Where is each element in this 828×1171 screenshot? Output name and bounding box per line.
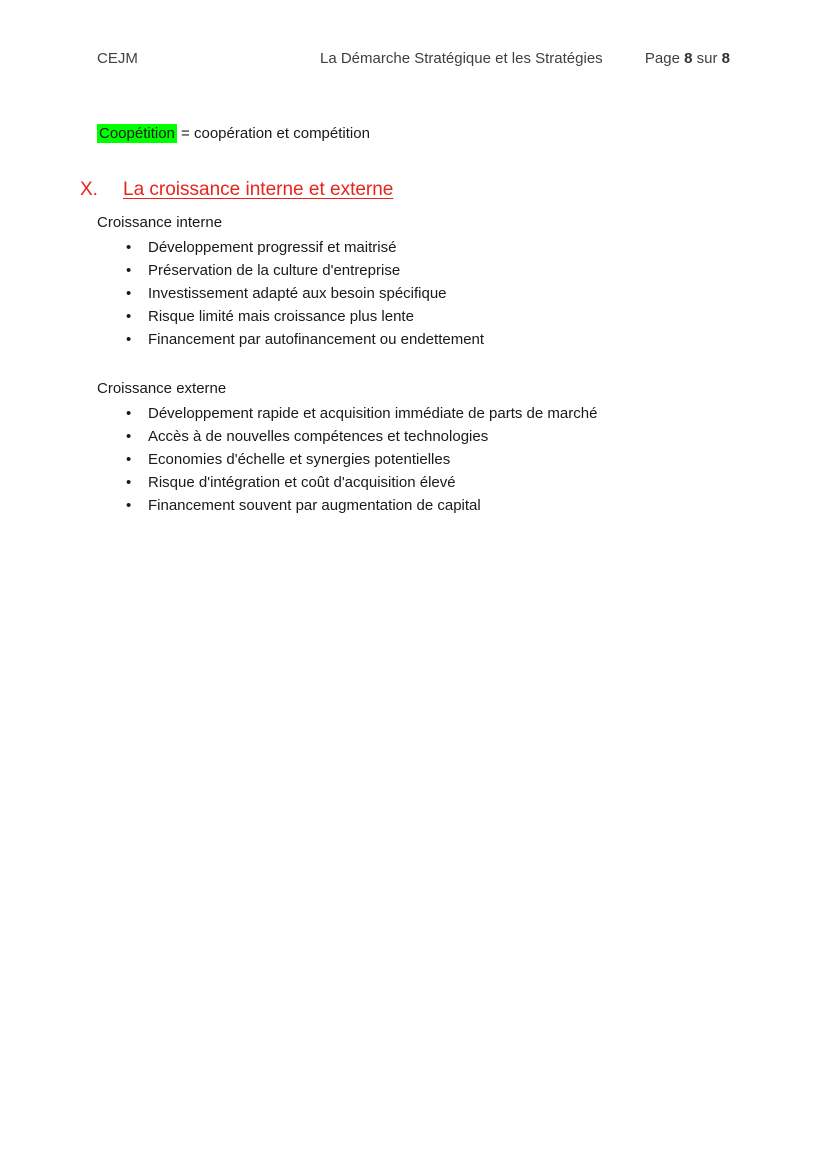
section-heading <box>80 176 748 204</box>
page-number: 8 <box>684 50 693 67</box>
list-item: • Risque limité mais croissance plus lente <box>126 305 748 328</box>
list-item: • Développement progressif et maitrisé <box>126 236 748 259</box>
subsection-title: Croissance externe <box>97 380 227 397</box>
page-header <box>97 50 730 70</box>
bullet-list-externe <box>126 402 748 517</box>
list-item: • Risque d'intégration et coût d'acquisition élevé <box>126 471 748 494</box>
highlighted-term: Coopétition <box>99 125 175 142</box>
list-item: • Investissement adapté aux besoin spécifique <box>126 282 748 305</box>
list-item: • Financement souvent par augmentation de capital <box>126 494 748 517</box>
list-item: • Financement par autofinancement ou endettement <box>126 328 748 351</box>
sur-word: sur <box>692 50 722 67</box>
page-word: Page <box>644 50 685 67</box>
section-numeral: X. <box>80 179 98 200</box>
subsection-croissance-externe <box>97 377 748 517</box>
header-doc-title: La Démarche Stratégique et les Stratégies <box>320 50 603 67</box>
subsection-croissance-interne <box>97 211 748 351</box>
section-title: La croissance interne et externe <box>123 179 394 200</box>
list-item: • Accès à de nouvelles compétences et technologies <box>126 425 748 448</box>
definition-line <box>97 122 748 145</box>
header-page-indicator <box>645 50 730 67</box>
definition-text: = coopération et compétition <box>176 125 370 142</box>
list-item: • Développement rapide et acquisition immédiate de parts de marché <box>126 402 748 425</box>
page-total: 8 <box>721 50 730 67</box>
bullet-list-interne <box>126 236 748 351</box>
header-doc-code: CEJM <box>97 50 138 67</box>
subsection-title: Croissance interne <box>97 214 223 231</box>
document-content <box>80 122 748 517</box>
list-item: • Préservation de la culture d'entreprise <box>126 259 748 282</box>
list-item: • Economies d'échelle et synergies potentielles <box>126 448 748 471</box>
